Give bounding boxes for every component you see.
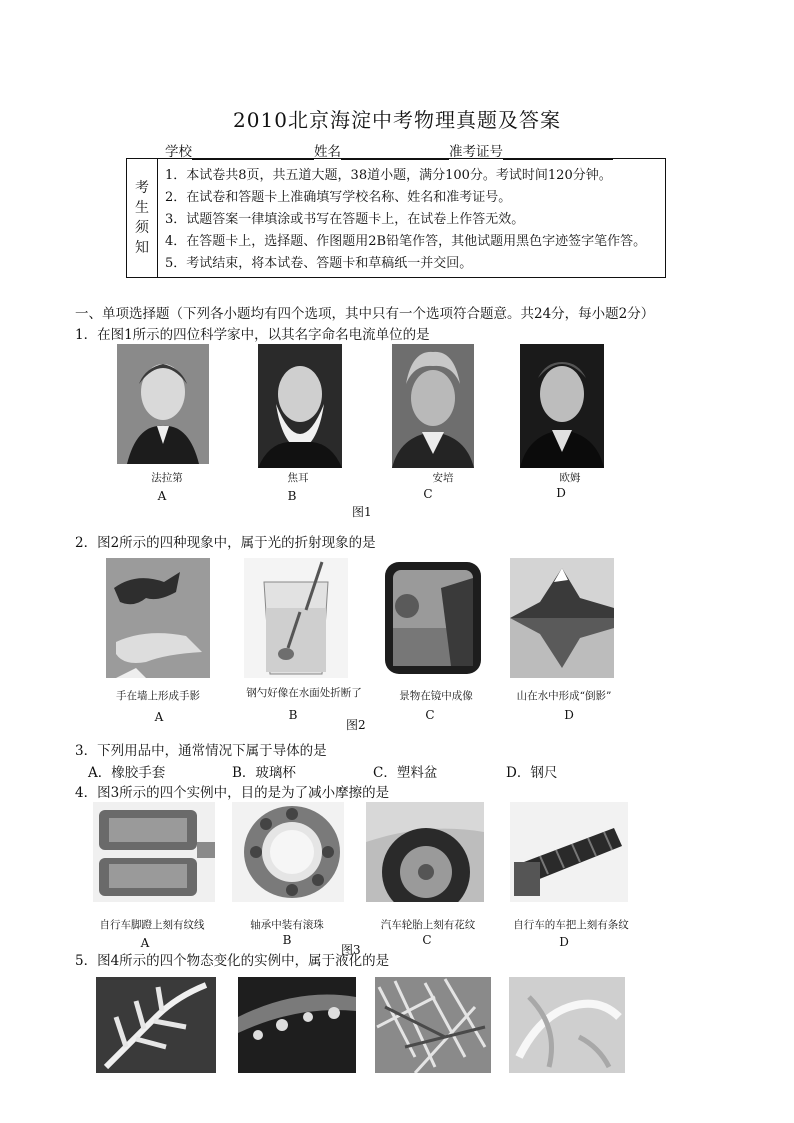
option-4a[interactable]: A xyxy=(140,936,150,950)
section-heading: 一、单项选择题（下列各小题均有四个选项，其中只有一个选项符合题意。共24分，每小题2分） xyxy=(75,306,655,322)
photo-car-mirror xyxy=(381,558,485,678)
option-1a[interactable]: A xyxy=(157,489,167,503)
figure-3-label: 图3 xyxy=(341,943,361,957)
notice-line: 5．考试结束，将本试卷、答题卡和草稿纸一并交回。 xyxy=(165,256,473,271)
name-label: 姓名 xyxy=(314,144,341,160)
caption-4a: 自行车脚蹬上刻有纹线 xyxy=(99,919,205,931)
photo-mountain-reflection xyxy=(510,558,614,678)
caption-1c: 安培 xyxy=(432,472,454,484)
option-1c[interactable]: C xyxy=(423,487,433,501)
option-2d[interactable]: D xyxy=(564,708,574,722)
photo-car-tire xyxy=(366,802,484,902)
school-label: 学校 xyxy=(165,144,192,160)
photo-hand-shadow xyxy=(106,558,210,678)
caption-1b: 焦耳 xyxy=(287,472,309,484)
option-3a[interactable]: A．橡胶手套 xyxy=(88,765,166,781)
option-3d[interactable]: D．钢尺 xyxy=(506,765,558,781)
caption-1d: 欧姆 xyxy=(559,472,581,484)
caption-4c: 汽车轮胎上刻有花纹 xyxy=(380,919,476,931)
caption-4b: 轴承中装有滚珠 xyxy=(250,919,324,931)
photo-ice-flowers xyxy=(509,977,625,1073)
notice-side-label: 考 生 须 知 xyxy=(127,159,158,277)
question-5: 5．图4所示的四个物态变化的实例中，属于液化的是 xyxy=(75,953,390,969)
caption-2d: 山在水中形成“倒影” xyxy=(516,690,612,702)
caption-2b: 钢勺好像在水面处折断了 xyxy=(246,687,362,699)
question-1: 1．在图1所示的四位科学家中，以其名字命名电流单位的是 xyxy=(75,327,430,343)
exam-notice-box xyxy=(126,158,666,278)
photo-ball-bearing xyxy=(232,802,344,902)
caption-4d: 自行车的车把上刻有条纹 xyxy=(513,919,629,931)
figure-1-label: 图1 xyxy=(352,505,372,519)
notice-lines xyxy=(165,165,661,275)
portrait-ohm xyxy=(520,344,604,468)
figure-2-label: 图2 xyxy=(346,718,366,732)
caption-1a: 法拉第 xyxy=(151,472,183,484)
photo-bicycle-pedal xyxy=(93,802,215,902)
option-2c[interactable]: C xyxy=(425,708,435,722)
option-2a[interactable]: A xyxy=(154,710,164,724)
notice-line: 3．试题答案一律填涂或书写在答题卡上，在试卷上作答无效。 xyxy=(165,212,525,227)
photo-frost-on-grass xyxy=(375,977,491,1073)
photo-bicycle-handle xyxy=(510,802,628,902)
question-4: 4．图3所示的四个实例中，目的是为了减小摩擦的是 xyxy=(75,785,390,801)
portrait-joule xyxy=(258,344,342,468)
caption-2a: 手在墙上形成手影 xyxy=(116,690,200,702)
option-3b[interactable]: B．玻璃杯 xyxy=(232,765,296,781)
page-title: 2010北京海淀中考物理真题及答案 xyxy=(233,108,561,132)
student-info-fields xyxy=(165,140,613,160)
notice-line: 4．在答题卡上，选择题、作图题用2B铅笔作答，其他试题用黑色字迹签字笔作答。 xyxy=(165,234,647,249)
exam-id-label: 准考证号 xyxy=(449,144,503,160)
photo-frost-on-branch xyxy=(96,977,216,1073)
photo-dew-drops xyxy=(238,977,356,1073)
question-2: 2．图2所示的四种现象中，属于光的折射现象的是 xyxy=(75,535,376,551)
option-1d[interactable]: D xyxy=(556,486,566,500)
option-4b[interactable]: B xyxy=(282,933,292,947)
option-4c[interactable]: C xyxy=(422,933,432,947)
option-3c[interactable]: C．塑料盆 xyxy=(373,765,438,781)
notice-line: 1．本试卷共8页，共五道大题，38道小题，满分100分。考试时间120分钟。 xyxy=(165,168,612,183)
portrait-faraday xyxy=(117,344,209,464)
portrait-ampere xyxy=(392,344,474,468)
photo-spoon-in-water xyxy=(244,558,348,678)
option-4d[interactable]: D xyxy=(559,935,569,949)
option-1b[interactable]: B xyxy=(287,489,297,503)
notice-line: 2．在试卷和答题卡上准确填写学校名称、姓名和准考证号。 xyxy=(165,190,512,205)
option-2b[interactable]: B xyxy=(288,708,298,722)
question-3: 3．下列用品中，通常情况下属于导体的是 xyxy=(75,743,327,759)
caption-2c: 景物在镜中成像 xyxy=(399,690,473,702)
